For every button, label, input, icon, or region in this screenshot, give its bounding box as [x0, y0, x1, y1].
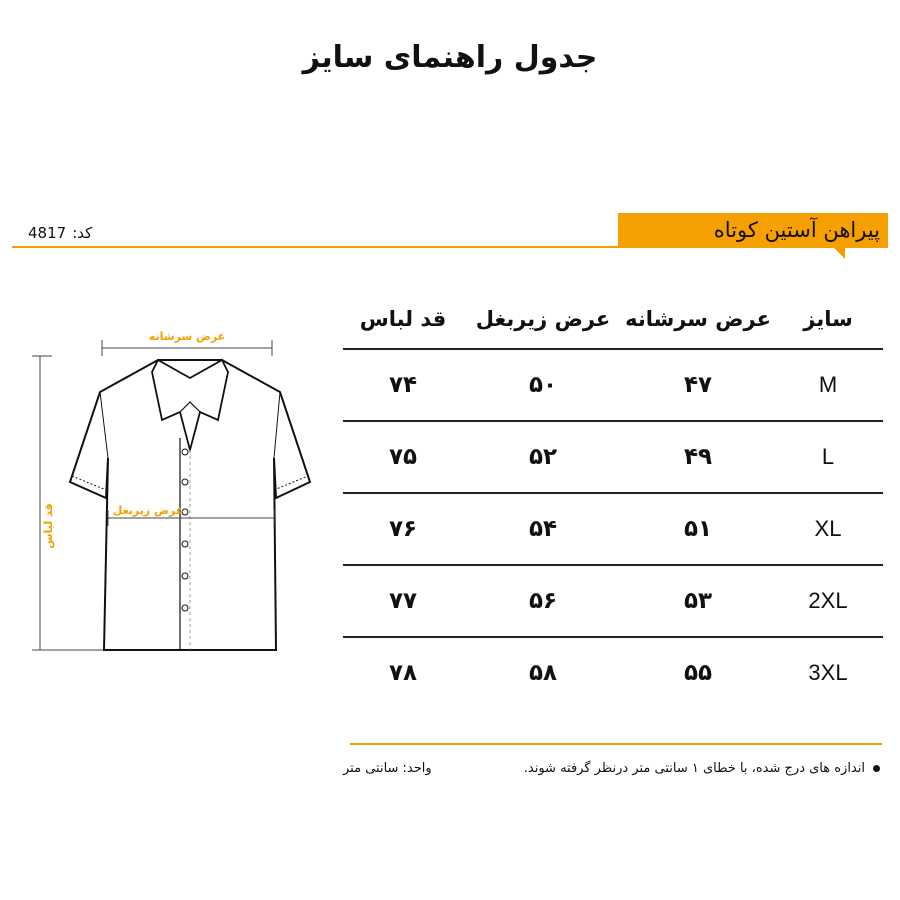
header-shoulder: عرض سرشانه	[625, 307, 771, 331]
tab-notch	[833, 247, 845, 259]
product-name-tab: پیراهن آستین کوتاه	[618, 213, 888, 247]
cell-chest: ۵۰	[528, 372, 558, 398]
shoulder-label: عرض سرشانه	[148, 330, 226, 343]
table-row	[343, 566, 883, 638]
table-row	[343, 494, 883, 566]
code-label: کد:	[72, 224, 93, 242]
chest-label: عرض زیربغل	[112, 504, 184, 517]
cell-chest: ۵۴	[528, 516, 558, 542]
bullet-icon	[873, 765, 880, 772]
unit-note: واحد: سانتی متر	[343, 761, 432, 776]
cell-shoulder: ۵۳	[683, 588, 713, 614]
cell-shoulder: ۴۹	[683, 444, 713, 470]
table-row	[343, 350, 883, 422]
cell-chest: ۵۶	[528, 588, 558, 614]
cell-chest: ۵۲	[528, 444, 558, 470]
cell-length: ۷۷	[388, 588, 418, 614]
cell-length: ۷۴	[388, 372, 418, 398]
note-text: اندازه های درج شده، با خطای ۱ سانتی متر درنظر گرفته شوند.	[523, 761, 865, 776]
product-code	[22, 224, 92, 242]
cell-length: ۷۶	[388, 516, 418, 542]
cell-chest: ۵۸	[528, 660, 558, 686]
cell-size: 3XL	[808, 660, 848, 685]
cell-size: XL	[814, 516, 842, 541]
page-title: جدول راهنمای سایز	[302, 40, 598, 75]
cell-size: M	[818, 372, 838, 397]
shirt-drawing	[30, 320, 330, 670]
cell-size: L	[821, 444, 835, 469]
cell-length: ۷۸	[388, 660, 418, 686]
table-row	[343, 422, 883, 494]
shirt-illustration	[30, 320, 330, 670]
footer-divider	[350, 743, 882, 745]
cell-size: 2XL	[808, 588, 848, 613]
code-value: 4817	[28, 224, 67, 242]
tolerance-note	[524, 761, 880, 776]
header-size: سایز	[803, 307, 853, 331]
cell-shoulder: ۵۱	[683, 516, 713, 542]
length-label: قد لباس	[42, 503, 55, 549]
cell-shoulder: ۴۷	[683, 372, 713, 398]
cell-shoulder: ۵۵	[683, 660, 713, 686]
header-chest: عرض زیربغل	[475, 307, 611, 331]
cell-length: ۷۵	[388, 444, 418, 470]
table-header	[343, 290, 883, 350]
size-table	[343, 290, 883, 708]
header-length: قد لباس	[359, 307, 447, 331]
table-row	[343, 638, 883, 708]
